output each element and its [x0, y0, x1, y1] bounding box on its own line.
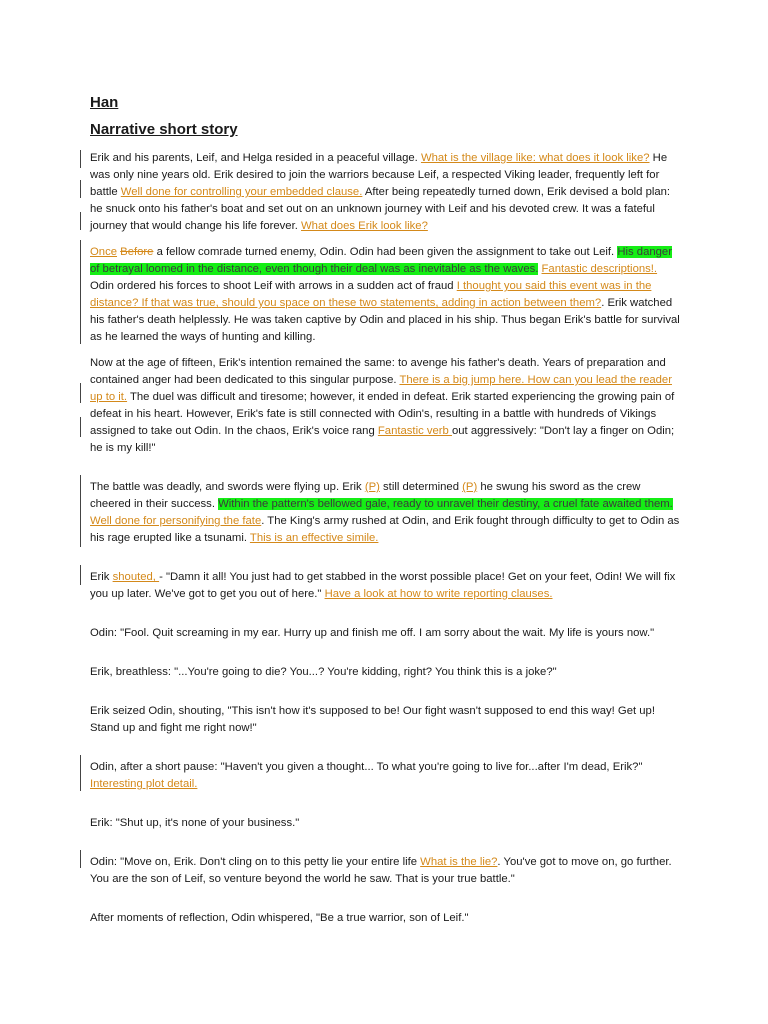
change-bar — [80, 565, 81, 585]
story-text: Odin ordered his forces to shoot Leif with arrows in a sudden act of fraud — [90, 280, 457, 292]
change-bar — [80, 755, 81, 791]
change-bar — [80, 150, 81, 168]
teacher-comment: Have a look at how to write reporting clauses. — [324, 588, 553, 600]
story-text: The duel was difficult and tiresome; however, it ended in defeat. Erik started experiencing the growing pain of defeat in his heart. However, Erik's fate is still connected with Odin's, resulting in a battle with hundreds of Vikings assigned to take out Odin. In the chaos, Erik's voice rang — [90, 391, 675, 437]
story-text: still determined — [379, 481, 463, 493]
story-paragraph — [90, 569, 680, 603]
change-bar — [80, 383, 81, 403]
teacher-comment: What is the lie? — [420, 856, 498, 868]
story-text: . The King's army rushed at Odin, and Erik fought through difficulty to get to Odin as his rage erupted like a tsunami. — [90, 515, 680, 544]
teacher-comment: Once — [90, 246, 118, 258]
story-paragraph — [90, 815, 680, 832]
change-bar — [80, 475, 81, 547]
highlighted-text: His danger of betrayal loomed in the distance, even though their deal was as inevitable as the waves. — [90, 246, 672, 275]
teacher-comment: (P) — [364, 481, 380, 493]
teacher-comment: Well done for personifying the fate — [90, 515, 262, 527]
story-title: Narrative short story — [90, 121, 238, 138]
teacher-comment: This is an effective simile. — [249, 532, 379, 544]
story-text: a fellow comrade turned enemy, Odin. Odin had been given the assignment to take out Leif. — [153, 246, 618, 258]
teacher-comment: I thought you said this event was in the distance? If that was true, should you space on these two statements, adding in action between them? — [90, 280, 652, 309]
story-text: Odin, after a short pause: "Haven't you given a thought... To what you're going to live for...after I'm dead, Erik?" — [90, 761, 643, 773]
story-text: Erik, breathless: "...You're going to die? You...? You're kidding, right? You think this is a joke?" — [90, 666, 557, 678]
story-text: The battle was deadly, and swords were flying up. Erik — [90, 481, 365, 493]
change-bar — [80, 180, 81, 198]
author-name: Han — [90, 94, 119, 111]
story-text: He was only nine years old. Erik desired to join the warriors because Leif, a respected Viking leader, frequently left for battle — [90, 152, 668, 198]
teacher-comment: What does Erik look like? — [301, 220, 428, 232]
teacher-comment: There is a big jump here. How can you lead the reader up to it. — [90, 374, 672, 403]
story-text: Erik: "Shut up, it's none of your business." — [90, 817, 300, 829]
change-bar — [80, 850, 81, 868]
deleted-text: Before — [120, 246, 154, 258]
story-body — [90, 150, 680, 927]
story-text: Now at the age of fifteen, Erik's intention remained the same: to avenge his father's death. Years of preparation and contained anger had been dedicated to this singular purpose. — [90, 357, 666, 386]
teacher-comment: shouted, — [112, 571, 160, 583]
story-text: Erik seized Odin, shouting, "This isn't how it's supposed to be! Our fight wasn't supposed to end this way! Get up! Stand up and fight me right now!" — [90, 705, 655, 734]
story-text: he swung his sword as the crew cheered in their success. — [90, 481, 641, 510]
teacher-comment: Fantastic verb — [377, 425, 452, 437]
story-paragraph — [90, 355, 680, 457]
teacher-comment: What is the village like: what does it look like? — [420, 152, 650, 164]
teacher-comment: Interesting plot detail. — [90, 778, 198, 790]
change-bar — [80, 240, 81, 344]
change-bar — [80, 212, 81, 230]
story-text: Erik — [90, 571, 113, 583]
teacher-comment: (P) — [462, 481, 478, 493]
story-paragraph — [90, 759, 680, 793]
story-paragraph — [90, 244, 680, 346]
story-text: After moments of reflection, Odin whispered, "Be a true warrior, son of Leif." — [90, 912, 469, 924]
story-text: out aggressively: "Don't lay a finger on Odin; he is my kill!" — [90, 425, 675, 454]
story-paragraph — [90, 910, 680, 927]
highlighted-text: Within the pattern's bellowed gale, ready to unravel their destiny, a cruel fate awaited them. — [218, 498, 673, 510]
teacher-comment: Well done for controlling your embedded clause. — [120, 186, 363, 198]
story-text: - "Damn it all! You just had to get stabbed in the worst possible place! Get on your feet, Odin! We will fix you up later. We've got to get you out of here." — [90, 571, 676, 600]
story-text: Erik and his parents, Leif, and Helga resided in a peaceful village. — [90, 152, 421, 164]
story-paragraph — [90, 625, 680, 642]
story-text: Odin: "Move on, Erik. Don't cling on to this petty lie your entire life — [90, 856, 421, 868]
story-paragraph — [90, 664, 680, 681]
story-paragraph — [90, 150, 680, 235]
story-text: . Erik watched his father's death helplessly. He was taken captive by Odin and placed in his ship. Thus began Erik's battle for survival as he learned the ways of hunting and killing. — [90, 297, 680, 343]
story-paragraph — [90, 854, 680, 888]
story-paragraph — [90, 703, 680, 737]
document-page — [90, 94, 680, 936]
story-paragraph — [90, 479, 680, 547]
story-text: . You've got to move on, go further. You are the son of Leif, so venture beyond the world he saw. That is your true battle." — [90, 856, 672, 885]
story-text: After being repeatedly turned down, Erik devised a bold plan: he snuck onto his father's boat and set out on an unknown journey with Leif and his devoted crew. It was a fateful journey that would change his life forever. — [90, 186, 671, 232]
change-bar — [80, 417, 81, 437]
teacher-comment: Fantastic descriptions!. — [541, 263, 658, 275]
story-text: Odin: "Fool. Quit screaming in my ear. Hurry up and finish me off. I am sorry about the wait. My life is yours now." — [90, 627, 655, 639]
